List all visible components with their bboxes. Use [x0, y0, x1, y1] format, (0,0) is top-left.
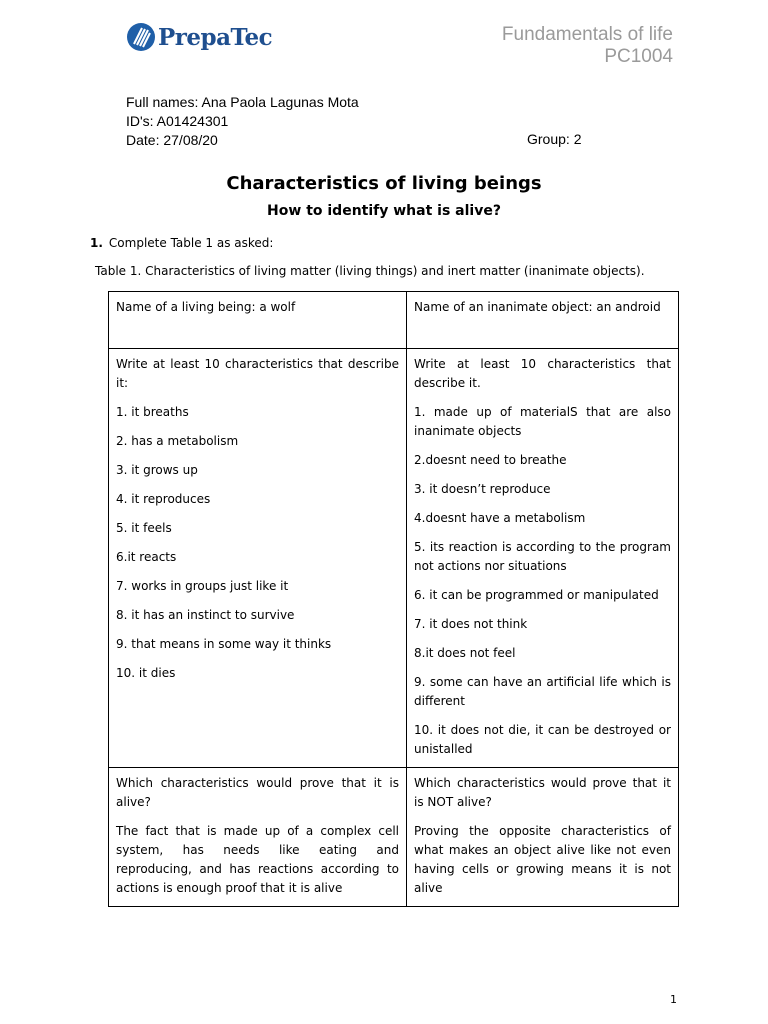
- list-item: 8.it does not feel: [414, 646, 516, 660]
- list-item: 9. some can have an artificial life which is different: [414, 675, 671, 708]
- question-1: [90, 236, 273, 250]
- list-item: 8. it has an instinct to survive: [116, 608, 295, 622]
- inanimate-characteristics-cell: [407, 349, 679, 768]
- list-item: 5. its reaction is according to the program not actions nor situations: [414, 540, 671, 573]
- list-item: 1. it breaths: [116, 405, 189, 419]
- list-item: 6. it can be programmed or manipulated: [414, 588, 659, 602]
- question-number: 1.: [90, 236, 103, 250]
- alive-proof-question: Which characteristics would prove that it is alive?: [116, 776, 399, 809]
- list-item: 3. it grows up: [116, 463, 198, 477]
- document-subtitle: How to identify what is alive?: [267, 203, 501, 219]
- table-row: [109, 292, 679, 349]
- not-alive-proof-cell: [407, 768, 679, 907]
- alive-proof-answer: The fact that is made up of a complex cell system, has needs like eating and reproducing, and has reactions according to actions is enough proof that it is alive: [116, 824, 399, 895]
- alive-proof-cell: [109, 768, 407, 907]
- living-being-header: Name of a living being: a wolf: [109, 292, 407, 349]
- list-item: 4.doesnt have a metabolism: [414, 511, 586, 525]
- table-row: [109, 349, 679, 768]
- course-header: [502, 24, 673, 68]
- prepatec-logo-icon: [126, 22, 156, 52]
- table-caption: Table 1. Characteristics of living matter (living things) and inert matter (inanimate objects).: [95, 264, 645, 278]
- list-item: 2. has a metabolism: [116, 434, 239, 448]
- living-characteristics-cell: [109, 349, 407, 768]
- question-text: Complete Table 1 as asked:: [108, 236, 274, 250]
- not-alive-proof-question: Which characteristics would prove that it is NOT alive?: [414, 776, 671, 809]
- prepatec-logo: [126, 22, 272, 52]
- list-item: 7. it does not think: [414, 617, 528, 631]
- course-name: Fundamentals of life: [501, 24, 673, 45]
- living-characteristics-intro: Write at least 10 characteristics that describe it:: [116, 357, 399, 390]
- list-item: 6.it reacts: [116, 550, 177, 564]
- list-item: 1. made up of materialS that are also inanimate objects: [414, 405, 671, 438]
- list-item: 10. it dies: [116, 666, 176, 680]
- group-number: Group: 2: [527, 131, 582, 147]
- inanimate-object-header: Name of an inanimate object: an android: [407, 292, 679, 349]
- list-item: 5. it feels: [116, 521, 172, 535]
- table-row: [109, 768, 679, 907]
- document-title: Characteristics of living beings: [226, 173, 542, 194]
- logo-text: PrepaTec: [158, 23, 273, 51]
- list-item: 2.doesnt need to breathe: [414, 453, 567, 467]
- list-item: 3. it doesn’t reproduce: [414, 482, 551, 496]
- student-full-names: Full names: Ana Paola Lagunas Mota: [126, 94, 359, 110]
- list-item: 9. that means in some way it thinks: [116, 637, 332, 651]
- inanimate-characteristics-intro: Write at least 10 characteristics that describe it.: [414, 357, 671, 390]
- submission-date: Date: 27/08/20: [126, 132, 218, 148]
- list-item: 10. it does not die, it can be destroyed or unistalled: [414, 723, 671, 756]
- characteristics-table: [108, 291, 679, 907]
- not-alive-proof-answer: Proving the opposite characteristics of what makes an object alive like not even having cells or growing means it is not alive: [414, 824, 671, 895]
- student-ids: ID's: A01424301: [126, 113, 229, 129]
- page-number: 1: [670, 993, 677, 1006]
- list-item: 4. it reproduces: [116, 492, 211, 506]
- course-code: PC1004: [604, 46, 673, 67]
- list-item: 7. works in groups just like it: [116, 579, 289, 593]
